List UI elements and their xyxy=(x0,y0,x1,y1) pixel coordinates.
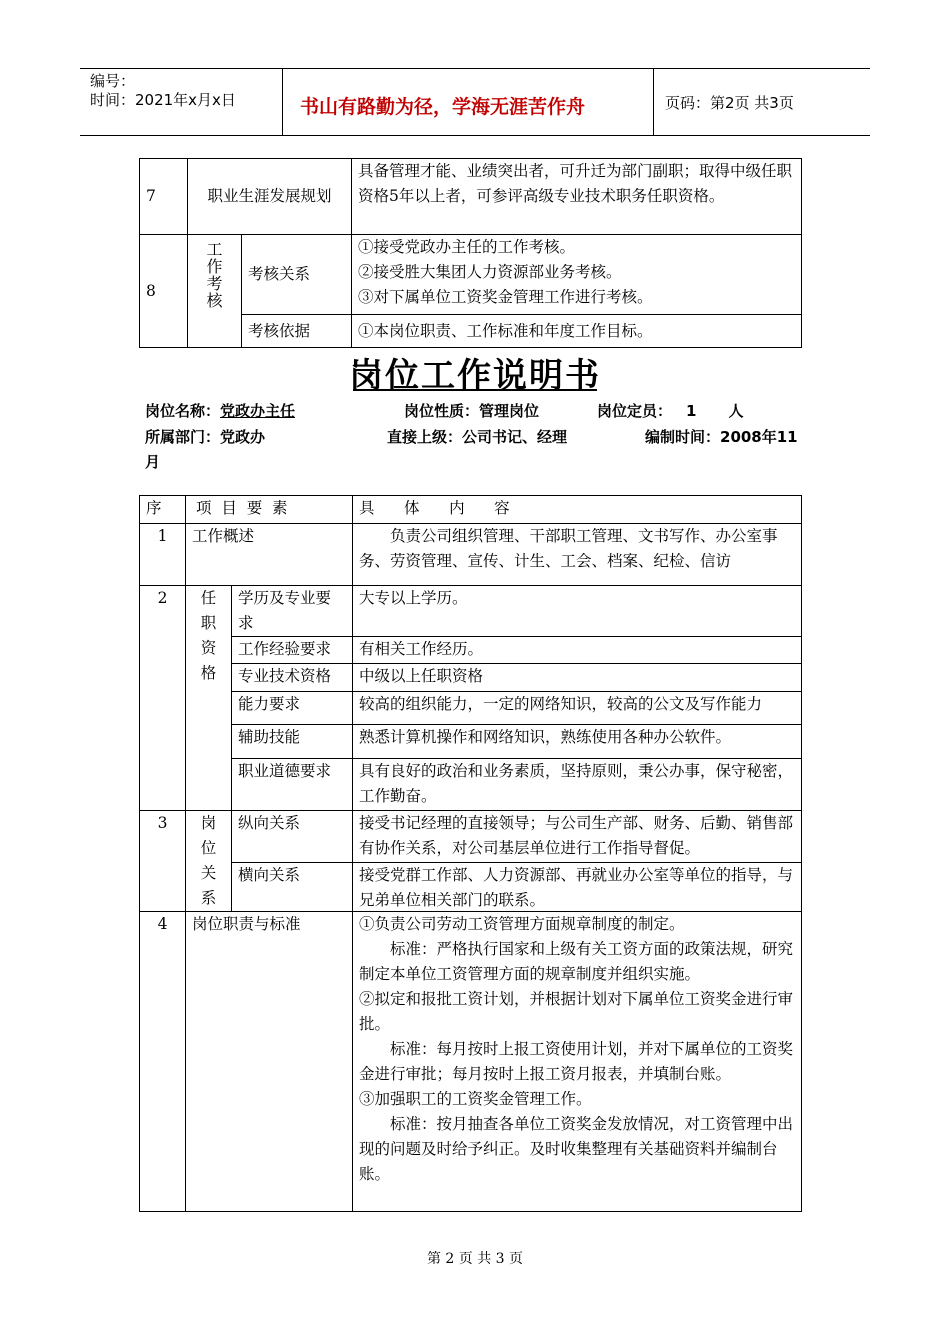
list-item: 标准：按月抽查各单位工资奖金发放情况，对工资管理中出现的问题及时给予纠正。及时收集整理有关基础资料并编制台账。 xyxy=(359,1115,794,1183)
table-row xyxy=(140,811,802,863)
content-text: 较高的组织能力，一定的网络知识，较高的公文及写作能力 xyxy=(359,695,763,713)
row-content: 中级以上任职资格 xyxy=(353,664,802,692)
table-row xyxy=(140,586,802,637)
table-row xyxy=(140,235,802,315)
sub-label: 工作经验要求 xyxy=(232,637,353,664)
row-item: 工作概述 xyxy=(186,524,353,586)
header-divider-1 xyxy=(282,68,283,135)
list-item: ②拟定和报批工资计划，并根据计划对下属单位工资奖金进行审批。 xyxy=(359,990,794,1033)
row-group xyxy=(188,235,242,348)
header-content: 具 体 内 容 xyxy=(353,496,802,524)
list-item: 标准：严格执行国家和上级有关工资方面的政策法规，研究制定本单位工资管理方面的规章制度并组织实施。 xyxy=(359,940,794,983)
header-page: 页码：第2页 共3页 xyxy=(665,94,794,112)
list-item: ①接受党政办主任的工作考核。 xyxy=(358,238,576,256)
compile-time-cont: 月 xyxy=(145,453,161,471)
post-nature: 岗位性质：管理岗位 xyxy=(404,402,540,420)
row-content xyxy=(353,912,802,1212)
group-label: 工作考核 xyxy=(206,240,223,310)
row-content xyxy=(353,863,802,912)
list-item: ③对下属单位工资奖金管理工作进行考核。 xyxy=(358,288,653,306)
row-number: 3 xyxy=(140,811,186,912)
table-row xyxy=(140,664,802,692)
doc-title: 岗位工作说明书 xyxy=(349,356,601,396)
row-content: ①本岗位职责、工作标准和年度工作目标。 xyxy=(352,315,802,348)
sub-label: 纵向关系 xyxy=(232,811,353,863)
list-item: ③加强职工的工资奖金管理工作。 xyxy=(359,1090,592,1108)
sub-label: 能力要求 xyxy=(232,692,353,725)
post-quota-value: 1 xyxy=(686,402,697,420)
post-name-value: 党政办主任 xyxy=(220,402,296,420)
row-group xyxy=(186,811,232,912)
table-row xyxy=(140,725,802,759)
header-item: 项 目 要 素 xyxy=(186,496,353,524)
header-number: 编号： xyxy=(90,72,136,90)
row-content xyxy=(352,235,802,315)
list-item: ②接受胜大集团人力资源部业务考核。 xyxy=(358,263,622,281)
post-quota xyxy=(597,400,743,421)
row-content xyxy=(353,692,802,725)
page-footer: 第 2 页 共 3 页 xyxy=(426,1251,524,1267)
row-content: 熟悉计算机操作和网络知识，熟练使用各种办公软件。 xyxy=(353,725,802,759)
table-row xyxy=(140,637,802,664)
row-content: 具有良好的政治和业务素质，坚持原则，秉公办事，保守秘密，工作勤奋。 xyxy=(353,759,802,811)
table-row xyxy=(140,912,802,1212)
table-row xyxy=(140,524,802,586)
row-number: 1 xyxy=(140,524,186,586)
header-motto: 书山有路勤为径，学海无涯苦作舟 xyxy=(300,96,586,118)
header-bottom-rule xyxy=(80,135,870,136)
main-table xyxy=(139,495,802,1212)
header-divider-2 xyxy=(653,68,654,135)
row-number: 4 xyxy=(140,912,186,1212)
row-content: 具备管理才能、业绩突出者，可升迁为部门副职；取得中级任职资格5年以上者，可参评高级专业技术职务任职资格。 xyxy=(352,159,802,235)
compile-time: 编制时间：2008年11 xyxy=(645,428,798,446)
header-seq: 序 xyxy=(140,496,186,524)
row-group xyxy=(186,586,232,811)
top-table xyxy=(139,158,802,348)
list-item: ①负责公司劳动工资管理方面规章制度的制定。 xyxy=(359,915,685,933)
superior: 直接上级：公司书记、经理 xyxy=(387,428,568,446)
post-name xyxy=(145,400,295,421)
content-text: 负责公司组织管理、干部职工管理、文书写作、办公室事务、劳资管理、宣传、计生、工会、档案、纪检、信访 xyxy=(359,527,778,570)
department: 所属部门：党政办 xyxy=(145,428,266,446)
sub-label: 考核关系 xyxy=(242,235,352,315)
sub-label: 专业技术资格 xyxy=(232,664,353,692)
table-row xyxy=(140,863,802,912)
row-content xyxy=(353,524,802,586)
post-quota-unit: 人 xyxy=(728,402,744,420)
sub-label: 学历及专业要求 xyxy=(232,586,353,637)
table-header-row xyxy=(140,496,802,524)
header-top-rule xyxy=(80,68,870,69)
table-row xyxy=(140,759,802,811)
row-number: 7 xyxy=(140,159,188,235)
content-text: 接受党群工作部、人力资源部、再就业办公室等单位的指导，与兄弟单位相关部门的联系。 xyxy=(359,866,794,910)
row-content: 大专以上学历。 xyxy=(353,586,802,637)
row-number: 2 xyxy=(140,586,186,811)
post-name-label: 岗位名称： xyxy=(145,402,221,420)
sub-label: 职业道德要求 xyxy=(232,759,353,811)
table-row xyxy=(140,159,802,235)
row-number: 8 xyxy=(140,235,188,348)
header-time: 时间：2021年x月x日 xyxy=(90,91,236,109)
row-item: 职业生涯发展规划 xyxy=(188,159,352,235)
group-label: 岗位关系 xyxy=(200,814,217,907)
sub-label: 辅助技能 xyxy=(232,725,353,759)
sub-label: 横向关系 xyxy=(232,863,353,912)
table-row xyxy=(140,692,802,725)
title-underline xyxy=(353,389,597,391)
list-item: 标准：每月按时上报工资使用计划，并对下属单位的工资奖金进行审批；每月按时上报工资月报表，并填制台账。 xyxy=(359,1040,794,1083)
row-content: 有相关工作经历。 xyxy=(353,637,802,664)
row-content: 接受书记经理的直接领导；与公司生产部、财务、后勤、销售部有协作关系，对公司基层单位进行工作指导督促。 xyxy=(353,811,802,863)
sub-label: 考核依据 xyxy=(242,315,352,348)
group-label: 任职资格 xyxy=(200,589,217,682)
post-quota-label: 岗位定员： xyxy=(597,402,673,420)
row-item: 岗位职责与标准 xyxy=(186,912,353,1212)
